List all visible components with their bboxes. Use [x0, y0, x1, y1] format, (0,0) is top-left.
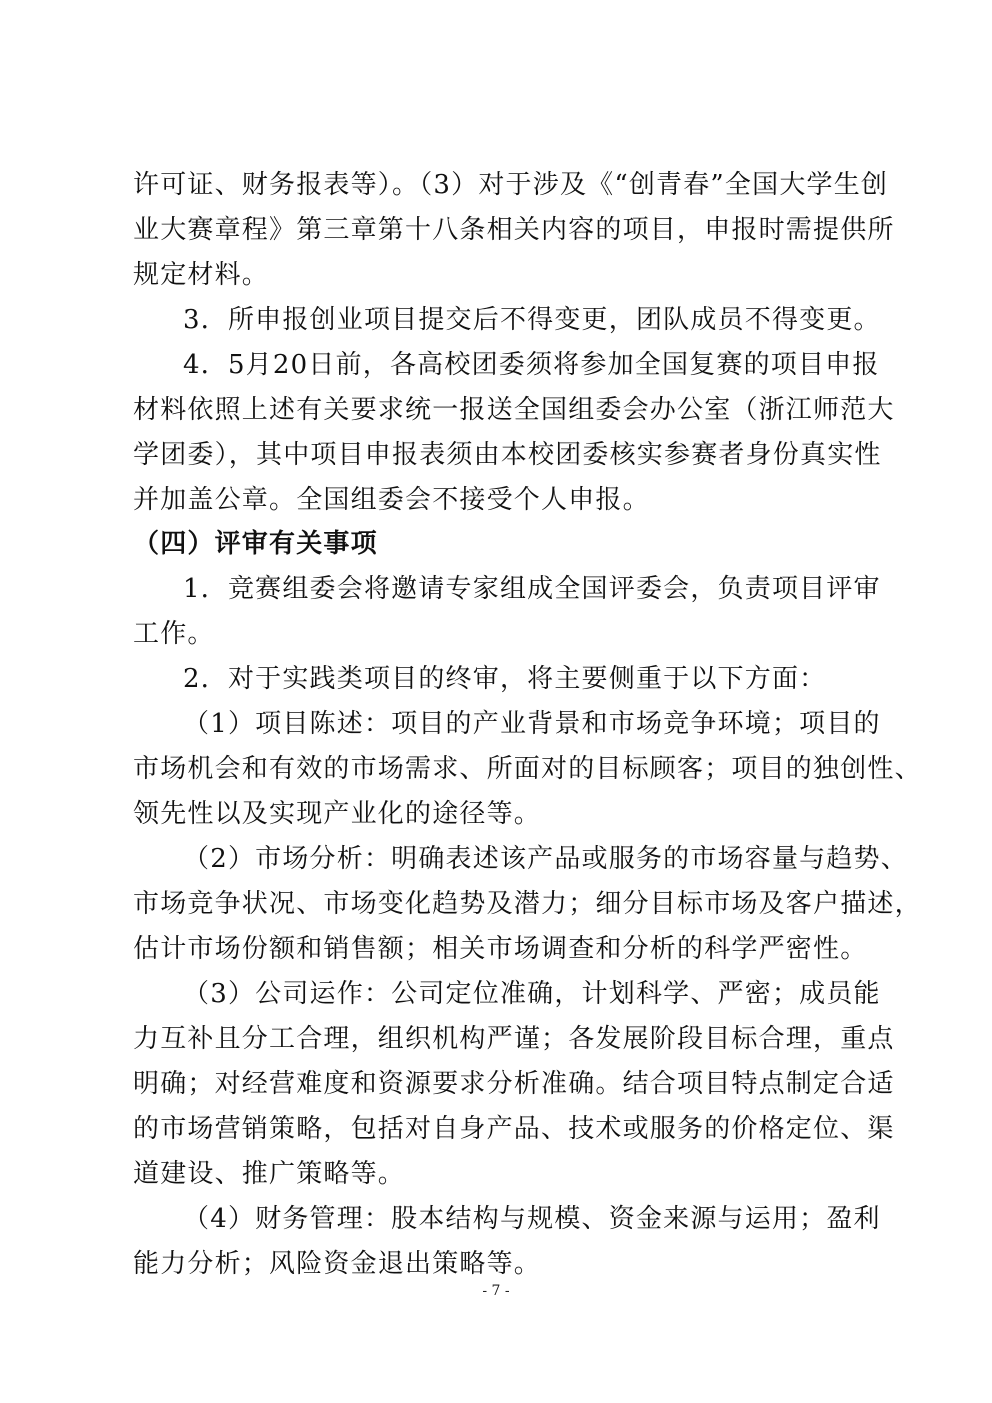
paragraph-line: 市场竞争状况、市场变化趋势及潜力；细分目标市场及客户描述，: [133, 889, 922, 919]
paragraph-line: 4．5月20日前，各高校团委须将参加全国复赛的项目申报: [183, 350, 880, 380]
paragraph-line: 道建设、推广策略等。: [133, 1159, 406, 1189]
paragraph-line: （1）项目陈述：项目的产业背景和市场竞争环境；项目的: [183, 709, 881, 739]
paragraph-line: 2．对于实践类项目的终审，将主要侧重于以下方面：: [183, 664, 827, 694]
paragraph-line: 1．竞赛组委会将邀请专家组成全国评委会，负责项目评审: [183, 574, 881, 604]
paragraph-line: 工作。: [133, 619, 215, 649]
paragraph-line: 业大赛章程》第三章第十八条相关内容的项目，申报时需提供所: [133, 215, 895, 245]
paragraph-line: 学团委），其中项目申报表须由本校团委核实参赛者身份真实性: [133, 440, 882, 470]
paragraph-line: 3．所申报创业项目提交后不得变更，团队成员不得变更。: [183, 305, 881, 335]
paragraph-line: 的市场营销策略，包括对自身产品、技术或服务的价格定位、渠: [133, 1114, 895, 1144]
paragraph-line: 明确；对经营难度和资源要求分析准确。结合项目特点制定合适: [133, 1069, 895, 1099]
section-heading: （四）评审有关事项: [133, 529, 378, 559]
paragraph-line: （2）市场分析：明确表述该产品或服务的市场容量与趋势、: [183, 844, 908, 874]
paragraph-line: （4）财务管理：股本结构与规模、资金来源与运用；盈利: [183, 1204, 881, 1234]
paragraph-line: 市场机会和有效的市场需求、所面对的目标顾客；项目的独创性、: [133, 754, 922, 784]
page-number: - 7 -: [482, 1283, 510, 1299]
paragraph-line: 估计市场份额和销售额；相关市场调查和分析的科学严密性。: [133, 934, 868, 964]
paragraph-line: 并加盖公章。全国组委会不接受个人申报。: [133, 485, 650, 515]
paragraph-line: 力互补且分工合理，组织机构严谨；各发展阶段目标合理，重点: [133, 1024, 895, 1054]
paragraph-line: 规定材料。: [133, 260, 270, 290]
paragraph-line: （3）公司运作：公司定位准确，计划科学、严密；成员能: [183, 979, 881, 1009]
paragraph-line: 领先性以及实现产业化的途径等。: [133, 799, 542, 829]
paragraph-line: 许可证、财务报表等）。（3）对于涉及《“创青春”全国大学生创: [133, 170, 889, 200]
paragraph-line: 材料依照上述有关要求统一报送全国组委会办公室（浙江师范大: [133, 395, 895, 425]
paragraph-line: 能力分析；风险资金退出策略等。: [133, 1249, 542, 1279]
